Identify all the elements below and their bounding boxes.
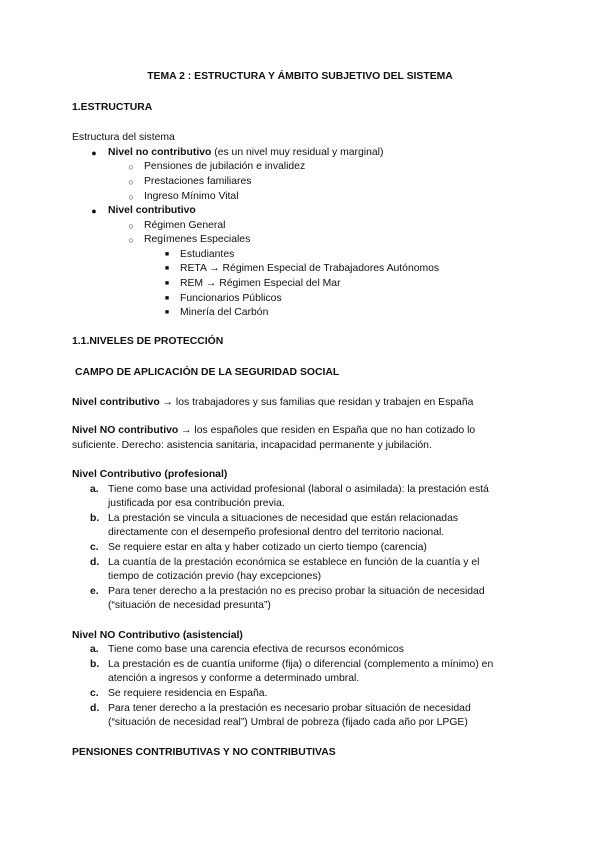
- list-letter: d.: [90, 557, 100, 568]
- list-item-line: atención a ingresos y conforme a determinado umbral.: [108, 673, 360, 684]
- intro-text: Estructura del sistema: [72, 132, 175, 143]
- nivel-no-contributivo-label: Nivel no contributivo: [108, 147, 212, 158]
- list-item: Regímenes Especiales: [144, 234, 251, 245]
- nivel-contributivo-label: Nivel contributivo: [72, 397, 160, 408]
- list-item-line: Se requiere residencia en España.: [108, 688, 268, 699]
- document-title: TEMA 2 : ESTRUCTURA Y ÁMBITO SUBJETIVO DEL SISTEMA: [147, 71, 453, 82]
- list-item: RETA → Régimen Especial de Trabajadores Autónomos: [180, 263, 440, 274]
- list-item: Régimen General: [144, 220, 226, 231]
- section-heading-estructura: 1.ESTRUCTURA: [72, 102, 153, 113]
- bullet-l2-icon: ○: [128, 235, 134, 245]
- bullet-l3-icon: ■: [164, 265, 170, 272]
- list-letter: b.: [90, 659, 100, 670]
- bullet-l2-icon: ○: [128, 177, 134, 187]
- list-item-nivel-no-contributivo: [108, 146, 383, 161]
- paragraph-nivel-contributivo: [72, 396, 473, 411]
- list-item-line: Para tener derecho a la prestación es necesario probar situación de necesidad: [108, 703, 471, 714]
- list-item-line: directamente con el desempeño profesional dentro del territorio nacional.: [108, 527, 445, 538]
- list-item: REM → Régimen Especial del Mar: [180, 278, 341, 289]
- bullet-l3-icon: ■: [164, 280, 170, 287]
- list-item-line: Se requiere estar en alta y haber cotizado un cierto tiempo (carencia): [108, 542, 427, 553]
- list-item-line: justificada por esa contribución previa.: [108, 498, 285, 509]
- heading-contributivo: Nivel Contributivo (profesional): [72, 469, 228, 480]
- paragraph-nivel-no-contributivo-cont: suficiente. Derecho: asistencia sanitaria, incapacidad permanente y jubilación.: [72, 440, 432, 451]
- section-heading-pensiones: PENSIONES CONTRIBUTIVAS Y NO CONTRIBUTIVAS: [72, 747, 336, 758]
- list-item-line: (“situación de necesidad presunta”): [108, 600, 271, 611]
- list-letter: e.: [90, 586, 99, 597]
- list-item-nivel-contributivo: Nivel contributivo: [108, 205, 196, 216]
- list-item: Funcionarios Públicos: [180, 293, 282, 304]
- list-item-line: Tiene como base una carencia efectiva de recursos económicos: [108, 644, 404, 655]
- heading-no-contributivo: Nivel NO Contributivo (asistencial): [72, 630, 243, 641]
- bullet-l3-icon: ■: [164, 251, 170, 258]
- list-letter: a.: [90, 644, 99, 655]
- list-item: Prestaciones familiares: [144, 176, 252, 187]
- list-letter: a.: [90, 484, 99, 495]
- bullet-l1-icon: ●: [91, 206, 97, 216]
- list-item-line: La prestación es de cuantía uniforme (fija) o diferencial (complemento a mínimo) en: [108, 659, 494, 670]
- list-letter: b.: [90, 513, 100, 524]
- bullet-l3-icon: ■: [164, 295, 170, 302]
- list-item-line: La prestación se vincula a situaciones de necesidad que están relacionadas: [108, 513, 459, 524]
- list-item-line: Para tener derecho a la prestación no es preciso probar la situación de necesidad: [108, 586, 485, 597]
- paragraph-nivel-no-contributivo: [72, 424, 475, 439]
- nivel-no-contributivo-note: (es un nivel muy residual y marginal): [211, 147, 384, 158]
- subheading-campo: CAMPO DE APLICACIÓN DE LA SEGURIDAD SOCIAL: [75, 367, 340, 378]
- list-item-line: Tiene como base una actividad profesional (laboral o asimilada): la prestación está: [108, 484, 489, 495]
- bullet-l1-icon: ●: [91, 148, 97, 158]
- nivel-no-contributivo-text: → los españoles que residen en España que no han cotizado lo: [178, 425, 476, 436]
- list-letter: c.: [90, 688, 99, 699]
- list-item: Ingreso Mínimo Vital: [144, 191, 239, 202]
- list-item: Minería del Carbón: [180, 307, 269, 318]
- nivel-contributivo-text: → los trabajadores y sus familias que residan y trabajen en España: [159, 397, 474, 408]
- bullet-l2-icon: ○: [128, 192, 134, 202]
- list-item-line: (“situación de necesidad real”) Umbral de pobreza (fijado cada año por LPGE): [108, 717, 468, 728]
- list-item: Pensiones de jubilación e invalidez: [144, 161, 306, 172]
- list-letter: c.: [90, 542, 99, 553]
- bullet-l2-icon: ○: [128, 162, 134, 172]
- bullet-l3-icon: ■: [164, 309, 170, 316]
- list-item: Estudiantes: [180, 249, 235, 260]
- list-letter: d.: [90, 703, 100, 714]
- nivel-no-contributivo-label: Nivel NO contributivo: [72, 425, 179, 436]
- list-item-line: La cuantía de la prestación económica se establece en función de la cuantía y el: [108, 557, 480, 568]
- section-heading-niveles: 1.1.NIVELES DE PROTECCIÓN: [72, 336, 224, 347]
- bullet-l2-icon: ○: [128, 221, 134, 231]
- list-item-line: tiempo de cotización previo (hay excepciones): [108, 571, 322, 582]
